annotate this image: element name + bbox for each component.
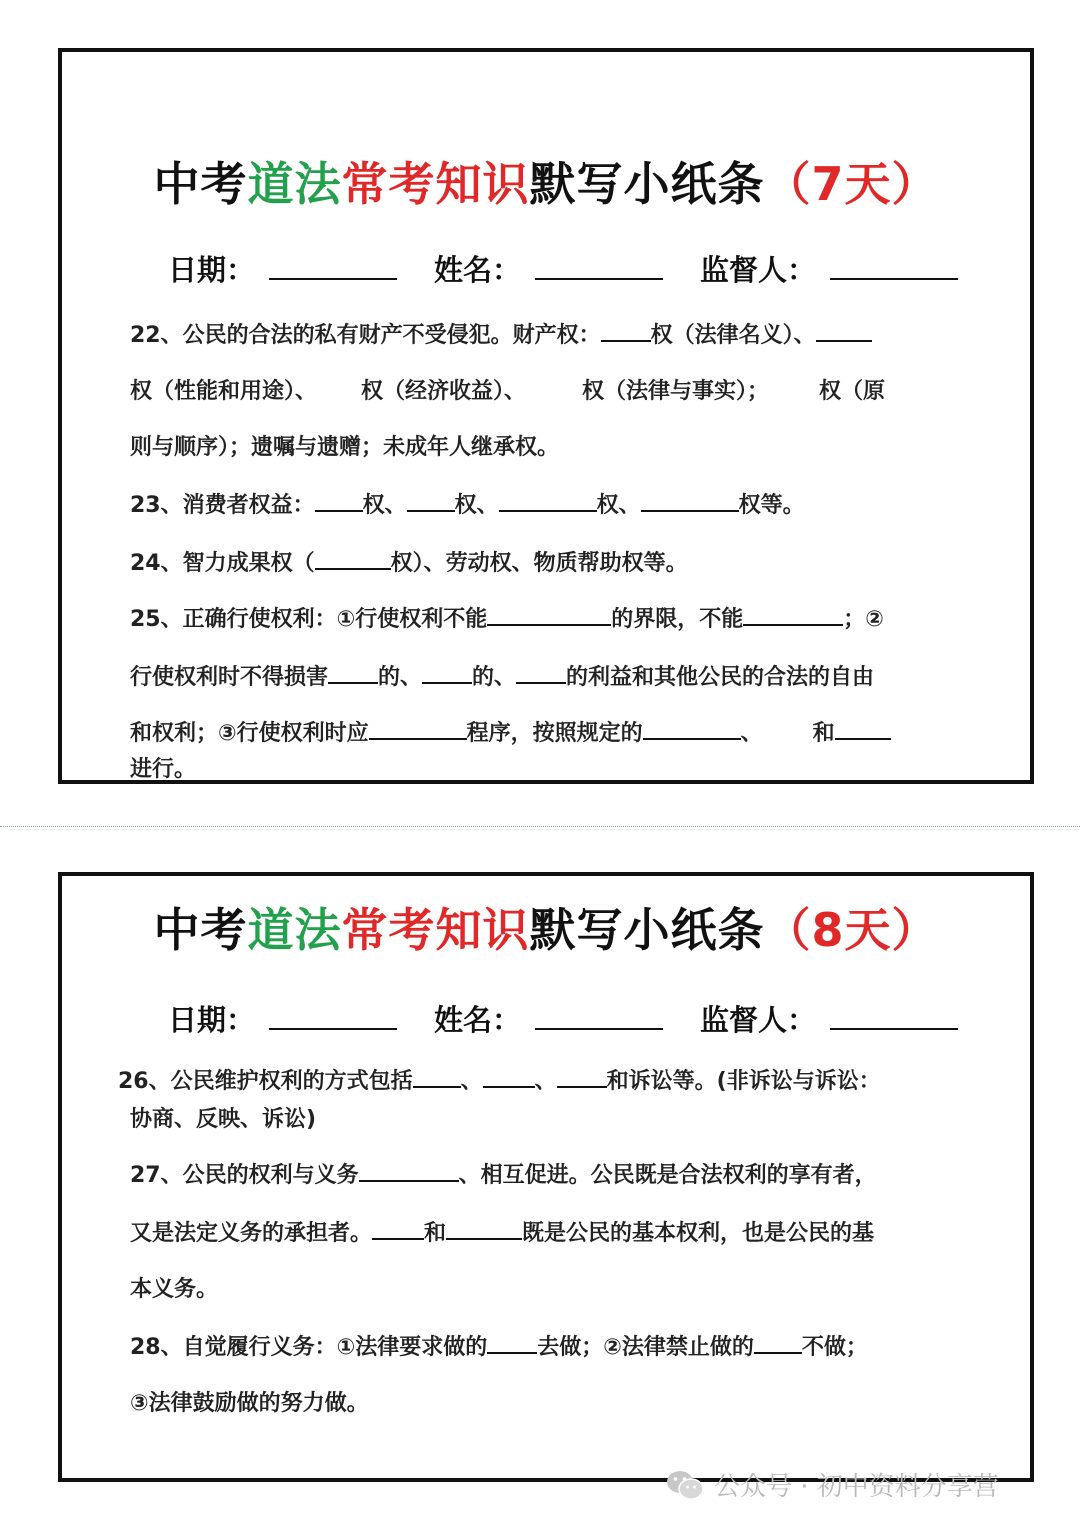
- fill-blank[interactable]: [407, 490, 455, 512]
- fill-blank[interactable]: [446, 1218, 522, 1240]
- fill-blank[interactable]: [487, 604, 611, 626]
- fill-blank[interactable]: [315, 490, 363, 512]
- question-25-line2: 行使权利时不得损害 的、 的、 的利益和其他公民的合法的自由: [130, 660, 960, 691]
- title-part: 道法: [247, 903, 342, 957]
- name-field[interactable]: 姓名：: [434, 998, 663, 1039]
- fill-blank[interactable]: [487, 1332, 537, 1354]
- fill-blank[interactable]: [372, 1218, 424, 1240]
- meta-row: [168, 248, 958, 289]
- title-part: 中考: [153, 903, 248, 957]
- supervisor-field[interactable]: 监督人：: [700, 998, 958, 1039]
- fill-blank[interactable]: [743, 604, 843, 626]
- fill-blank[interactable]: [835, 718, 891, 740]
- title-part: 常考知识: [341, 157, 530, 211]
- fill-blank[interactable]: [754, 1332, 802, 1354]
- fill-blank[interactable]: [516, 662, 566, 684]
- fill-blank[interactable]: [483, 1066, 535, 1088]
- fill-blank[interactable]: [317, 376, 361, 398]
- wechat-icon: [666, 1469, 704, 1501]
- title-part: 默写小纸条: [529, 157, 765, 211]
- name-field[interactable]: 姓名：: [434, 248, 663, 289]
- title-part: 默写小纸条: [529, 903, 765, 957]
- question-26-line1: 26、公民维护权利的方式包括 、 、 和诉讼等。(非诉讼与诉讼：: [118, 1064, 948, 1095]
- question-28-line1: 28、自觉履行义务：①法律要求做的 去做；②法律禁止做的 不做；: [130, 1330, 960, 1361]
- fill-blank[interactable]: [422, 662, 472, 684]
- fill-blank[interactable]: [369, 718, 467, 740]
- fill-blank[interactable]: [769, 376, 819, 398]
- watermark-text: 公众号 · 初中资料分享营: [714, 1472, 999, 1502]
- question-23: 23、消费者权益： 权、 权、 权、 权等。: [130, 488, 960, 519]
- fill-blank[interactable]: [499, 490, 597, 512]
- watermark: [666, 1466, 999, 1503]
- date-field[interactable]: 日期：: [168, 248, 397, 289]
- fill-blank[interactable]: [315, 548, 391, 570]
- fill-blank[interactable]: [816, 320, 872, 342]
- question-26-line2: 协商、反映、诉讼): [130, 1107, 317, 1132]
- title-part: 道法: [247, 157, 342, 211]
- supervisor-field[interactable]: 监督人：: [700, 248, 958, 289]
- question-27-line2: 又是法定义务的承担者。 和 既是公民的基本权利，也是公民的基: [130, 1216, 960, 1247]
- fill-blank[interactable]: [643, 718, 741, 740]
- question-27-line3: 本义务。: [130, 1277, 219, 1302]
- title-part: 中考: [153, 157, 248, 211]
- question-24: 24、智力成果权（ 权）、劳动权、物质帮助权等。: [130, 546, 960, 577]
- question-25-line3: 和权利；③行使权利时应 程序，按照规定的 、 和: [130, 716, 960, 747]
- title-day: （8天）: [764, 903, 939, 957]
- dictation-card-day8: [58, 872, 1034, 1482]
- fill-blank[interactable]: [641, 490, 739, 512]
- date-field[interactable]: 日期：: [168, 998, 397, 1039]
- fill-blank[interactable]: [413, 1066, 461, 1088]
- meta-row: [168, 998, 958, 1039]
- fill-blank[interactable]: [526, 376, 582, 398]
- question-22-line1: 22、公民的合法的私有财产不受侵犯。财产权： 权（法律名义）、: [130, 318, 960, 349]
- fill-blank[interactable]: [328, 662, 378, 684]
- fill-blank[interactable]: [763, 718, 813, 740]
- question-25-line1: 25、正确行使权利：①行使权利不能 的界限，不能 ；②: [130, 602, 960, 633]
- page-divider: [0, 826, 1080, 827]
- question-28-line2: ③法律鼓励做的努力做。: [130, 1391, 369, 1416]
- question-25-line4: 进行。: [130, 757, 197, 782]
- fill-blank[interactable]: [359, 1160, 459, 1182]
- fill-blank[interactable]: [557, 1066, 607, 1088]
- question-22-line2: 权（性能和用途）、 权（经济收益）、 权（法律与事实）； 权（原: [130, 374, 960, 405]
- fill-blank[interactable]: [601, 320, 651, 342]
- card-title: [62, 894, 1030, 960]
- title-day: （7天）: [764, 157, 939, 211]
- title-part: 常考知识: [341, 903, 530, 957]
- question-27-line1: 27、公民的权利与义务 、相互促进。公民既是合法权利的享有者，: [130, 1158, 960, 1189]
- dictation-card-day7: [58, 48, 1034, 784]
- question-22-line3: 则与顺序）；遗嘱与遗赠；未成年人继承权。: [130, 435, 560, 460]
- card-title: [62, 148, 1030, 214]
